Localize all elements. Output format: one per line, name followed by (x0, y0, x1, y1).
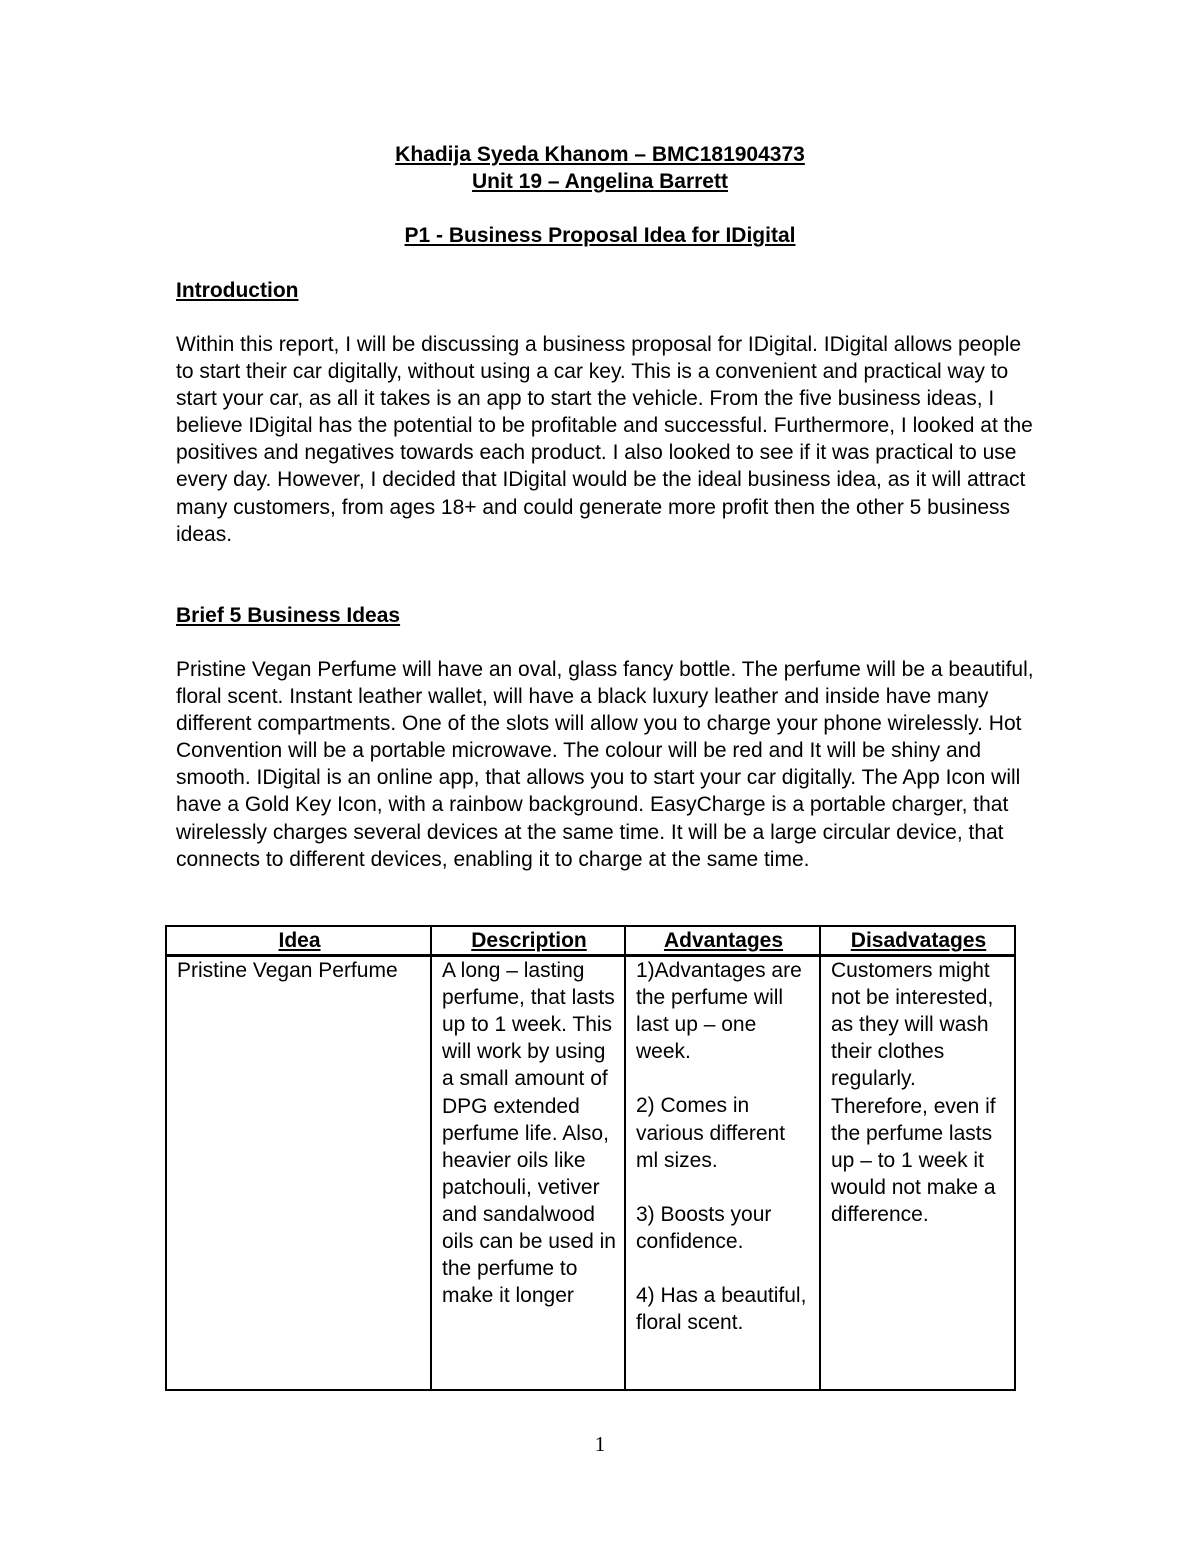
document-title: P1 - Business Proposal Idea for IDigital (404, 224, 796, 247)
description-cell: A long – lasting perfume, that lasts up to 1 week. This will work by using a small amount of DPG extended perfume life. Also, heavier oils like patchouli, vetiver and sandalwood oils can be used in the perfume to make it longer (431, 956, 625, 1391)
author-line: Khadija Syeda Khanom – BMC181904373 (395, 143, 805, 166)
page-number: 1 (594, 1432, 606, 1456)
header-disadvantages: Disadvatages (820, 926, 1015, 956)
introduction-paragraph: Within this report, I will be discussing a business proposal for IDigital. IDigital allows people to start their car digitally, without using a car key. This is a convenient and practical way to start your car, as all it takes is an app to start the vehicle. From the five business ideas, I believe IDigital has the potential to be profitable and successful. Furthermore, I looked at the positives and negatives towards each product. I also looked to see if it was practical to use every day. However, I decided that IDigital would be the ideal business idea, as it will attract many customers, from ages 18+ and could generate more profit then the other 5 business ideas. (176, 333, 1033, 546)
business-ideas-table (165, 925, 1016, 1391)
advantage-item: 4) Has a beautiful, floral scent. (636, 1283, 807, 1335)
introduction-heading: Introduction (176, 279, 299, 302)
unit-line: Unit 19 – Angelina Barrett (472, 170, 728, 193)
advantage-item: 3) Boosts your confidence. (636, 1202, 772, 1253)
advantage-item: 1)Advantages are the perfume will last up – one week. (636, 959, 802, 1064)
disadvantages-cell: Customers might not be interested, as they will wash their clothes regularly. Therefore, even if the perfume lasts up – to 1 week it would not make a difference. (820, 956, 1015, 1391)
table-row (166, 956, 1015, 1391)
header-idea: Idea (166, 926, 431, 956)
table-header-row (166, 926, 1015, 956)
header-description: Description (431, 926, 625, 956)
advantage-item: 2) Comes in various different ml sizes. (636, 1094, 786, 1172)
document-header (0, 141, 1200, 195)
brief-heading: Brief 5 Business Ideas (176, 604, 401, 627)
idea-cell: Pristine Vegan Perfume (166, 956, 431, 1391)
header-advantages: Advantages (625, 926, 820, 956)
brief-paragraph: Pristine Vegan Perfume will have an oval, glass fancy bottle. The perfume will be a beautiful, floral scent. Instant leather wallet, will have a black luxury leather and inside have many different compartments. One of the slots will allow you to charge your phone wirelessly. Hot Convention will be a portable microwave. The colour will be red and It will be shiny and smooth. IDigital is an online app, that allows you to start your car digitally. The App Icon will have a Gold Key Icon, with a rainbow background. EasyCharge is a portable charger, that wirelessly charges several devices at the same time. It will be a large circular device, that connects to different devices, enabling it to charge at the same time. (176, 658, 1034, 871)
advantages-cell (625, 956, 820, 1391)
